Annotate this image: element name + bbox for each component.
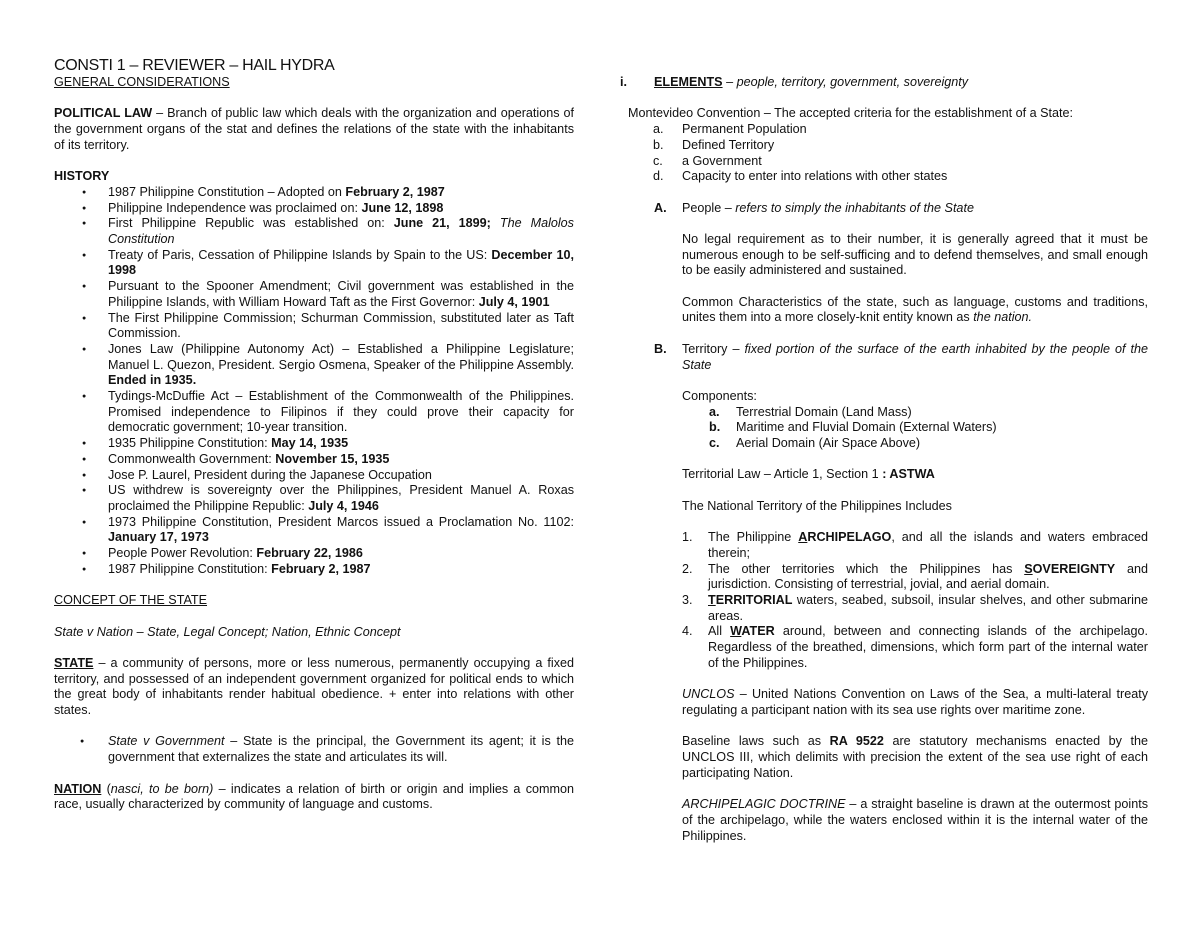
state-definition: STATE – a community of persons, more or less numerous, permanently occupying a fixed territory, and possessed of an independent government organized for political ends to which the great body of inhabitants render habitual obedience. + enter into relations with other states. <box>54 655 574 718</box>
political-law-term: POLITICAL LAW <box>54 106 153 121</box>
history-item <box>108 546 574 562</box>
criteria-text: a Government <box>682 153 762 168</box>
territory-item <box>682 593 1148 624</box>
history-item-text: 1987 Philippine Constitution – Adopted on <box>108 184 346 199</box>
history-item-date: Ended in 1935. <box>108 373 197 388</box>
criteria-marker: c. <box>653 153 663 168</box>
territory-marker: 1. <box>682 530 693 545</box>
list-item: ● State v Government – State is the principal, the Government its agent; it is the government that externalizes the state and articulates its will. <box>108 734 574 765</box>
political-law-definition: POLITICAL LAW – Branch of public law which deals with the organization and operations of the government organs of the stat and defines the relations of the state with the inhabitants of its territory. <box>54 106 574 152</box>
history-item-text: Jones Law (Philippine Autonomy Act) – Established a Philippine Legislature; Manuel L. Quezon, President. Sergio Osmena, Speaker of the Philippine Assembly. <box>108 341 574 372</box>
state-v-government-list <box>54 734 574 765</box>
criteria-item <box>653 122 1148 138</box>
history-item-date: January 17, 1973 <box>108 530 209 545</box>
history-item <box>108 185 574 201</box>
territory-keyword: ATER <box>741 624 775 639</box>
left-column <box>54 56 574 813</box>
territory-item <box>682 624 1148 671</box>
national-territory-list <box>624 530 1148 671</box>
criteria-list <box>624 122 1148 185</box>
history-item <box>108 248 574 279</box>
component-text: Aerial Domain (Air Space Above) <box>736 436 921 451</box>
right-column <box>620 75 1149 844</box>
criteria-item <box>653 169 1148 185</box>
history-item <box>108 452 574 468</box>
territory-text-pre: The other territories which the Philippines has <box>708 561 1025 576</box>
history-heading: HISTORY <box>54 169 110 184</box>
montevideo-convention: Montevideo Convention – The accepted criteria for the establishment of a State: <box>628 106 1074 121</box>
criteria-text: Capacity to enter into relations with other states <box>682 169 948 184</box>
territory-heading: B. Territory – fixed portion of the surface of the earth inhabited by the people of the State <box>654 341 1148 372</box>
territory-item <box>682 530 1149 561</box>
unclos-paragraph: UNCLOS – United Nations Convention on Laws of the Sea, a multi-lateral treaty regulating a participant nation with its sea use rights over maritime zone. <box>682 687 1148 717</box>
history-item-date: February 2, 1987 <box>345 184 445 199</box>
elements-heading: i. ELEMENTS – people, territory, government, sovereignty <box>620 75 969 89</box>
criteria-text: Defined Territory <box>682 137 775 152</box>
territory-keyword: RCHIPELAGO <box>807 530 892 545</box>
history-item <box>108 515 574 546</box>
history-item-text: Treaty of Paris, Cessation of Philippine Islands by Spain to the US: <box>108 247 492 262</box>
baseline-paragraph: Baseline laws such as RA 9522 are statutory mechanisms enacted by the UNCLOS III, which delimits with precision the extent of the sea use right of each participating Nation. <box>682 734 1148 780</box>
territory-keyword-initial: A <box>798 530 808 545</box>
territory-keyword: OVEREIGNTY <box>1032 561 1116 576</box>
territory-text-post: around, between and connecting islands of the archipelago. Regardless of the breathed, dimensions, which form part of the internal water of the Philippines. <box>708 624 1148 670</box>
territory-marker: 2. <box>682 561 693 576</box>
territory-text-post: and jurisdiction. Consisting of terrestrial, jovial, and aerial domain. <box>708 561 1148 592</box>
criteria-text: Permanent Population <box>682 122 807 137</box>
history-item-text: 1935 Philippine Constitution: <box>108 436 272 451</box>
component-marker: a. <box>709 404 720 419</box>
component-item <box>709 404 1148 421</box>
criteria-item <box>653 153 1148 170</box>
history-item <box>108 483 574 514</box>
component-marker: b. <box>709 420 721 435</box>
components-list <box>624 405 1148 452</box>
history-item <box>108 468 574 484</box>
component-text: Maritime and Fluvial Domain (External Waters) <box>736 420 997 435</box>
nation-definition: NATION (nasci, to be born) – indicates a relation of birth or origin and implies a common race, usually characterized by community of language and customs. <box>54 781 574 812</box>
history-list <box>54 185 574 578</box>
territory-text-pre: All <box>708 624 731 639</box>
history-item-text: People Power Revolution: <box>108 546 257 561</box>
component-item <box>709 436 1148 452</box>
territorial-law: Territorial Law – Article 1, Section 1 : ASTWA <box>682 467 935 482</box>
territory-item <box>682 561 1148 593</box>
history-item-text: Pursuant to the Spooner Amendment; Civil government was established in the Philippine Islands, with William Howard Taft as the First Governor: <box>108 279 574 309</box>
elements-term: ELEMENTS <box>654 75 723 89</box>
territory-keyword: ERRITORIAL <box>715 593 793 608</box>
history-item-date: July 4, 1946 <box>308 498 379 513</box>
history-item-text: 1987 Philippine Constitution: <box>108 561 272 576</box>
national-territory-includes: The National Territory of the Philippines Includes <box>682 498 952 513</box>
history-item <box>108 311 574 342</box>
state-term: STATE <box>54 655 94 670</box>
territory-marker: 4. <box>682 624 693 639</box>
history-item-date: June 12, 1898 <box>361 200 444 215</box>
criteria-marker: d. <box>653 169 664 184</box>
people-paragraph-1: No legal requirement as to their number, it is generally agreed that it must be numerous enough to be self-sufficing and to defend themselves, and small enough to be easily administered and sustained. <box>682 231 1148 278</box>
history-item <box>108 216 574 247</box>
history-item-text: Philippine Independence was proclaimed on: <box>108 200 362 215</box>
history-item-text: The First Philippine Commission; Schurman Commission, substituted later as Taft Commission. <box>108 310 574 341</box>
history-item-text: Jose P. Laurel, President during the Japanese Occupation <box>108 467 432 482</box>
history-item-date: November 15, 1935 <box>275 451 390 466</box>
territory-text-post: , and all the islands and waters embraced therein; <box>708 530 1149 560</box>
history-item-date: July 4, 1901 <box>478 294 550 309</box>
component-marker: c. <box>709 436 720 451</box>
territory-text-post: waters, seabed, subsoil, insular shelves, and other submarine areas. <box>708 593 1148 623</box>
people-paragraph-2: Common Characteristics of the state, such as language, customs and traditions, unites them into a more closely-knit entity known as the nation. <box>682 294 1148 325</box>
territory-keyword-initial: T <box>708 593 716 608</box>
criteria-marker: a. <box>653 122 664 137</box>
document-title: CONSTI 1 – REVIEWER – HAIL HYDRA <box>54 57 335 74</box>
history-item <box>108 201 574 217</box>
history-item-date: February 22, 1986 <box>256 546 363 561</box>
criteria-marker: b. <box>653 137 664 152</box>
component-item <box>709 420 1148 436</box>
territory-keyword-initial: W <box>730 624 742 639</box>
history-item <box>108 436 574 452</box>
territory-keyword-initial: S <box>1024 561 1033 576</box>
nation-term: NATION <box>54 781 102 796</box>
history-item <box>108 279 574 310</box>
history-item <box>108 389 574 436</box>
history-item-date: May 14, 1935 <box>271 436 349 451</box>
territory-text-pre: The Philippine <box>708 530 799 545</box>
criteria-item <box>653 137 1148 154</box>
history-item-text: Commonwealth Government: <box>108 451 276 466</box>
history-item-date: June 21, 1899; <box>393 216 491 231</box>
state-v-nation: State v Nation – State, Legal Concept; Nation, Ethnic Concept <box>54 624 401 639</box>
history-item-date: February 2, 1987 <box>271 561 371 576</box>
people-heading: A. People – refers to simply the inhabitants of the State <box>654 200 974 215</box>
section-heading-general: GENERAL CONSIDERATIONS <box>54 75 230 89</box>
component-text: Terrestrial Domain (Land Mass) <box>736 404 912 419</box>
history-item-text: First Philippine Republic was established on: <box>108 216 394 231</box>
history-item-text: 1973 Philippine Constitution, President Marcos issued a Proclamation No. 1102: <box>108 514 574 529</box>
concept-heading: CONCEPT OF THE STATE <box>54 593 208 608</box>
history-item-text: US withdrew is sovereignty over the Philippines, President Manuel A. Roxas proclaimed the Philippine Republic: <box>108 483 574 513</box>
history-item <box>108 562 574 578</box>
components-label: Components: <box>682 388 757 403</box>
history-item <box>108 342 574 389</box>
archipelagic-doctrine-paragraph: ARCHIPELAGIC DOCTRINE – a straight baseline is drawn at the outermost points of the archipelago, while the waters enclosed within it is the internal water of the Philippines. <box>682 797 1149 843</box>
history-item-note: The Malolos Constitution <box>108 216 574 246</box>
history-item-date: December 10, 1998 <box>108 247 574 278</box>
history-item-text: Tydings-McDuffie Act – Establishment of the Commonwealth of the Philippines. Promised independence to Filipinos if they could prove their capacity for democratic government; 10-year transition. <box>108 389 574 435</box>
territory-marker: 3. <box>682 593 693 608</box>
